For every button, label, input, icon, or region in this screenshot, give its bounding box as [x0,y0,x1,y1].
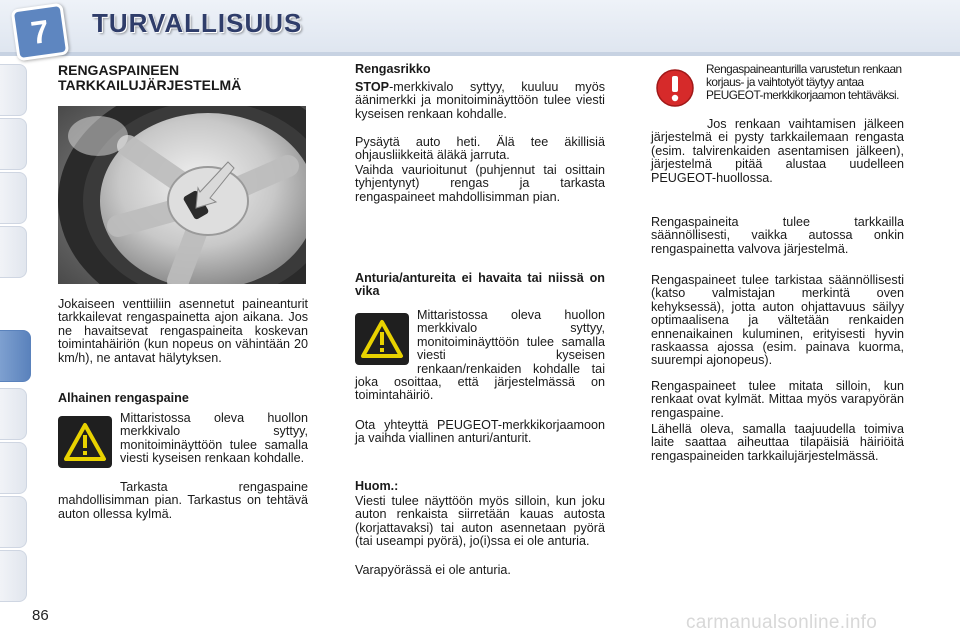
puncture-text-3: Vaihda vaurioitunut (puhjennut tai osittain tyhjentynyt) rengas ja tarkasta rengaspaineet mahdollisimman pian. [355,163,605,204]
header-divider [0,52,960,56]
check-pressure-text: Rengaspaineet tulee tarkistaa säännöllisesti (katso valmistajan merkintä oven kehyksessä), jotta auton ohjattavuus säilyy optimaalisena ja vältetään renkaiden ennenaikainen kuluminen, erityisesti hyvin raskaassa ajossa (esim. painava kuorma, suurempi ajonopeus). [651,273,904,368]
reset-text: Jos renkaan vaihtamisen jälkeen järjestelmä ei pysty tarkkailemaan rengasta (esim. talvirenkaiden asentamisen jälkeen), järjestelmä pitää alustaa uudelleen PEUGEOT-huollossa. [651,117,904,185]
icon-spacer [355,309,417,367]
warning-triangle-icon [58,416,112,468]
section-title: RENGASPAINEEN TARKKAILUJÄRJESTELMÄ [58,62,242,93]
exclamation-icon [655,68,695,108]
puncture-text-2: Pysäytä auto heti. Älä tee äkillisiä ohjausliikkeitä äläkä jarruta. [355,135,605,163]
note-heading: Huom.: [355,479,399,493]
tire-valve-photo [58,106,306,284]
sensor-heading: Anturia/antureita ei havaita tai niissä on vika [355,271,605,299]
chapter-tab[interactable] [0,550,27,602]
watermark: carmanualsonline.info [686,612,878,633]
chapter-tab[interactable] [0,496,27,548]
chapter-tab[interactable] [0,64,27,116]
chapter-tab[interactable] [0,118,27,170]
stop-label: STOP [355,80,390,94]
chapter-tab-active[interactable] [0,330,31,382]
chapter-tab[interactable] [0,172,27,224]
puncture-heading: Rengasrikko [355,62,431,76]
warning-box-text: Rengaspaineanturilla varustetun renkaan korjaus- ja vaihtotyöt täytyy antaa PEUGEOT-merkkikorjaamon tehtäväksi. [706,62,902,102]
page-number: 86 [32,607,49,624]
chapter-title: TURVALLISUUS [92,8,303,38]
chapter-number-badge: 7 [11,3,70,62]
interference-text: Lähellä oleva, samalla taajuudella toimiva laite saattaa aiheuttaa tilapäisiä häiriöitä rengaspaineiden tarkkailujärjestelmässä. [651,422,904,463]
chapter-tab[interactable] [0,226,27,278]
sensor-text: Mittaristossa oleva huollon merkkivalo syttyy, monitoiminäyttöön tulee samalla viesti kyseisen renkaan/renkaiden kohdalle tai joka osoittaa, että järjestelmässä on toimintahäiriö. [355,308,605,403]
puncture-text: -merkkivalo syttyy, kuuluu myös äänimerkki ja monitoiminäyttöön tulee viesti kyseisen renkaan kohdalle. [355,80,605,121]
low-pressure-heading: Alhainen rengaspaine [58,391,189,405]
intro-paragraph: Jokaiseen venttiiliin asennetut paineanturit tarkkailevat rengaspainetta ajon aikana. Jos ne havaitsevat rengaspaineita koskevan toimintahäiriön (kun nopeus on vähintään 20 km/h), ne antavat hälytyksen. [58,297,308,365]
cold-tyres-text: Rengaspaineet tulee mitata silloin, kun renkaat ovat kylmät. Mittaa myös varapyörän rengaspaine. [651,379,904,420]
chapter-tab[interactable] [0,442,27,494]
sensor-text-2: Ota yhteyttä PEUGEOT-merkkikorjaamoon ja vaihda viallinen anturi/anturit. [355,418,605,446]
tire-wheel-illustration [58,106,306,284]
monitoring-text: Rengaspaineita tulee tarkkailla säännöllisesti, vaikka autossa onkin rengaspainetta valvova järjestelmä. [651,215,904,256]
puncture-paragraph [355,81,605,121]
low-pressure-text: Mittaristossa oleva huollon merkkivalo syttyy, monitoiminäyttöön tulee samalla viesti kyseisen renkaan kohdalle. [120,411,308,466]
chapter-tab[interactable] [0,388,27,440]
low-pressure-text-2: Tarkasta rengaspaine mahdollisimman pian. Tarkastus on tehtävä auton ollessa kylmä. [58,480,308,521]
note-text: Viesti tulee näyttöön myös silloin, kun joku auton renkaista siirretään kauas autosta (korjattavaksi) tai auton asennetaan pyörä (tai useampi pyörä), jo(i)ssa ei ole anturia. [355,494,605,549]
note-text-2: Varapyörässä ei ole anturia. [355,563,511,577]
